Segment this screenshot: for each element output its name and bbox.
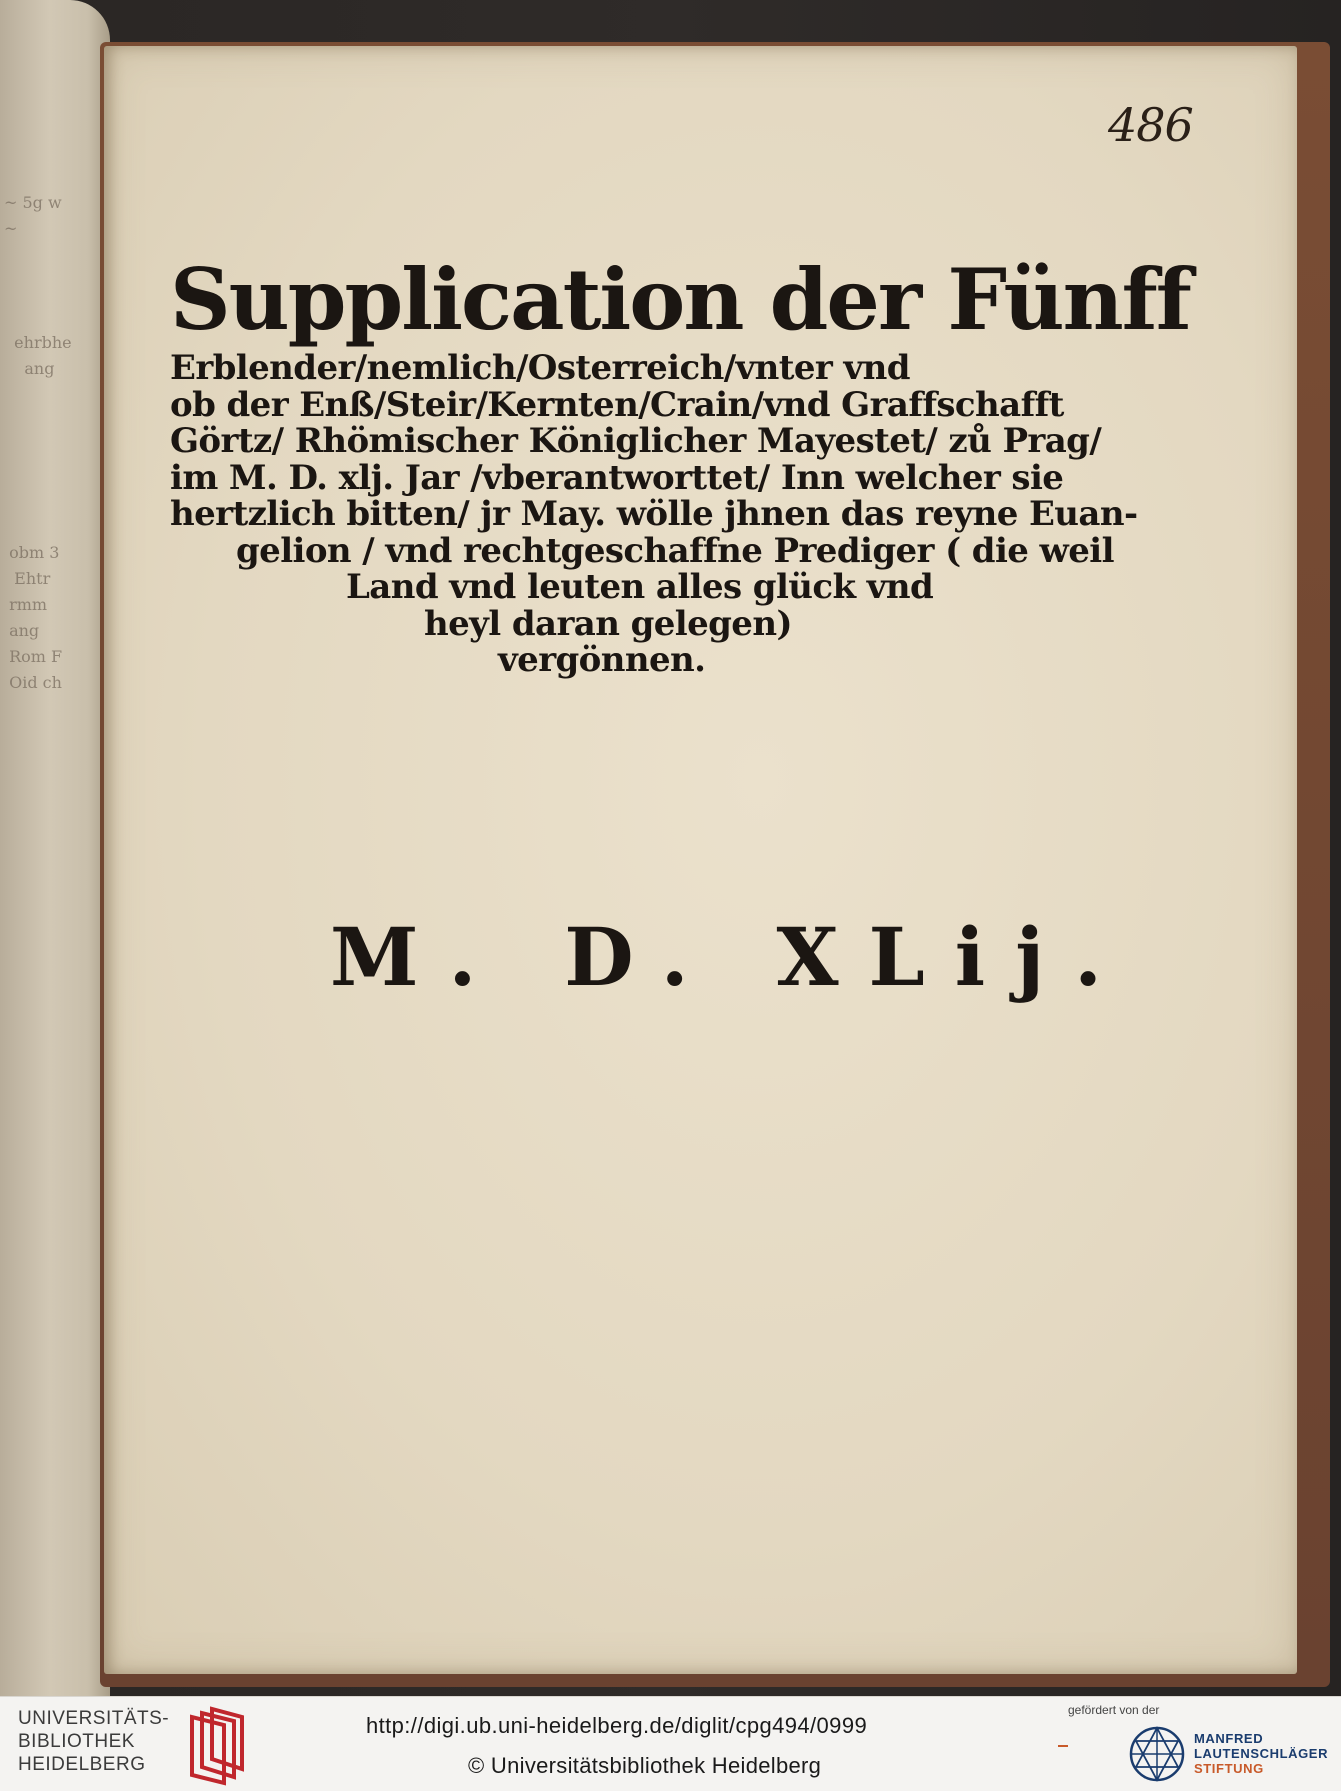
folio-number: 486 — [1108, 98, 1193, 152]
title-line: ob der Enß/Steir/Kernten/Crain/vnd Graffschafft — [170, 384, 1064, 425]
title-line: Land vnd leuten alles glück vnd — [346, 567, 934, 607]
title-line: Erblender/nemlich/Osterreich/vnter vnd — [170, 348, 910, 388]
library-name-line: BIBLIOTHEK — [18, 1731, 135, 1752]
title-line: heyl daran gelegen) — [424, 603, 792, 644]
left-page-bleed-text: obm 3 Ehtr rmm ang Rom F Oid ch — [9, 543, 63, 692]
sponsor-name-line: MANFRED — [1194, 1731, 1264, 1746]
library-name-line: UNIVERSITÄTS- — [18, 1708, 170, 1729]
library-logo-icon[interactable] — [184, 1705, 246, 1791]
title-main: Supplication der Fünff — [170, 250, 1190, 349]
title-line: gelion / vnd rechtgeschaffne Prediger ( die weil — [236, 530, 1114, 571]
sponsor-name — [1194, 1731, 1339, 1776]
copyright-notice: © Universitätsbibliothek Heidelberg — [468, 1753, 822, 1778]
title-line: vergönnen. — [498, 640, 706, 680]
library-name — [18, 1707, 188, 1776]
title-line: hertzlich bitten/ jr May. wölle jhnen das reyne Euan- — [170, 494, 1138, 534]
left-page-bleed-text: ~ 5g w ~ — [4, 193, 62, 238]
funded-by-label: gefördert von der — [1068, 1703, 1160, 1717]
library-name-line: HEIDELBERG — [18, 1754, 146, 1775]
sponsor-name-line: LAUTENSCHLÄGER — [1194, 1746, 1329, 1761]
sponsor-name-line: STIFTUNG — [1194, 1761, 1264, 1776]
sponsor-dash — [1058, 1745, 1068, 1747]
permalink-url[interactable]: http://digi.ub.uni-heidelberg.de/diglit/cpg494/0999 — [366, 1713, 868, 1738]
left-page-edge — [0, 0, 110, 1696]
title-line: im M. D. xlj. Jar /vberantworttet/ Inn welcher sie — [170, 457, 1064, 498]
viewer-footer — [0, 1696, 1341, 1791]
left-page-bleed-text: ehrbhe ang — [14, 333, 72, 378]
title-block — [170, 250, 1190, 680]
sponsor-logo-icon[interactable] — [1126, 1723, 1188, 1789]
title-line: Görtz/ Rhömischer Königlicher Mayestet/ zů Prag/ — [170, 421, 1102, 461]
imprint-year: M. D. XLij. — [330, 910, 1132, 1004]
